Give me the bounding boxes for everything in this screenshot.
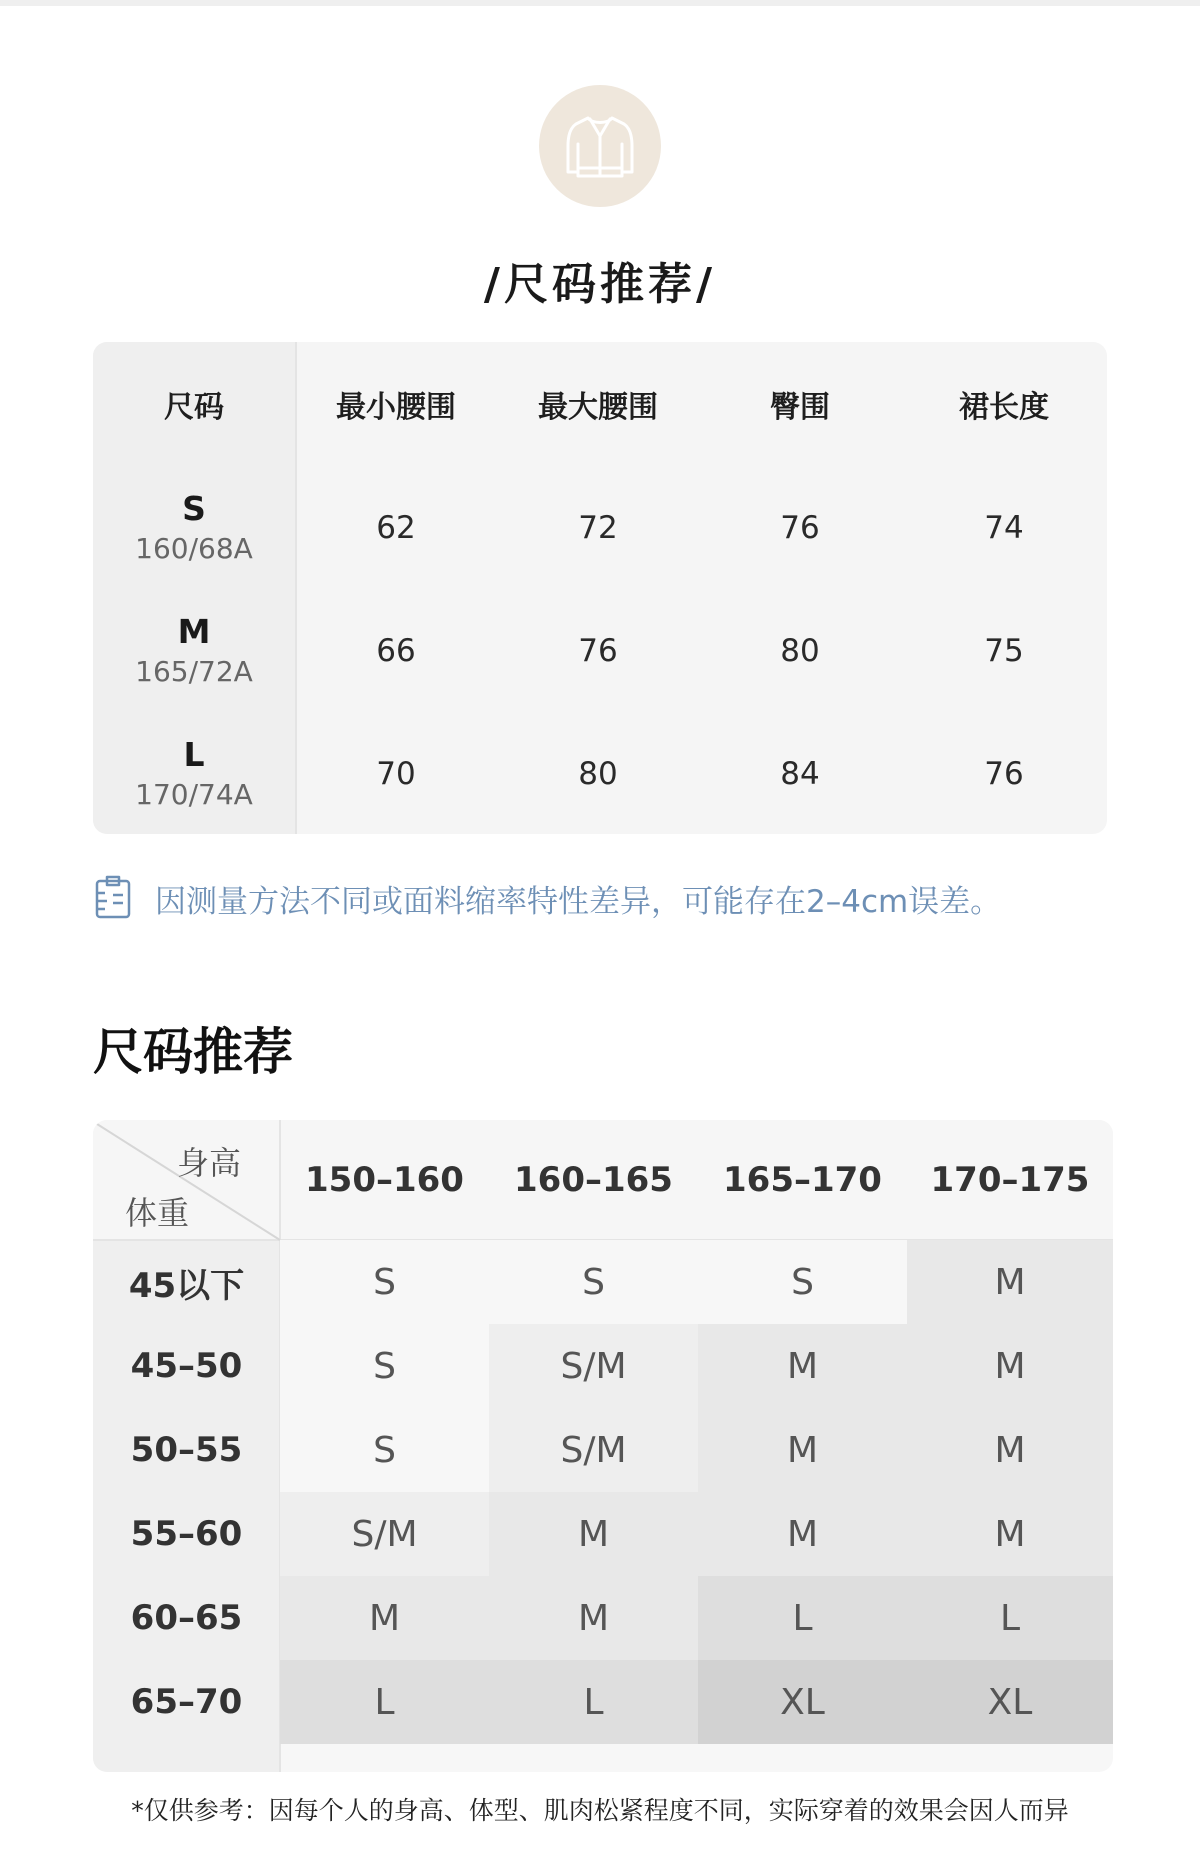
recommended-size-cell: L	[792, 1597, 813, 1639]
recommended-size-cell: M	[786, 1429, 819, 1471]
size-chart-value: 76	[780, 509, 820, 546]
size-chart-value: 80	[780, 632, 820, 669]
size-code: S	[182, 488, 206, 528]
footnote-disclaimer: *仅供参考：因每个人的身高、体型、肌肉松紧程度不同，实际穿着的效果会因人而异	[131, 1796, 1069, 1825]
size-chart-value: 72	[578, 509, 618, 546]
recommended-size-cell: M	[994, 1261, 1026, 1303]
size-spec: 160/68A	[135, 531, 253, 565]
size-chart-value: 76	[984, 755, 1024, 792]
recommended-size-cell: L	[583, 1681, 604, 1723]
recommended-size-cell: M	[786, 1345, 819, 1387]
recommended-size-cell: S	[373, 1261, 396, 1303]
size-chart-size-cell	[93, 466, 295, 589]
weight-row-header: 60–65	[130, 1598, 243, 1638]
recommended-size-cell: L	[999, 1597, 1021, 1639]
size-chart-size-cell	[93, 712, 295, 834]
recommended-size-cell: M	[994, 1513, 1026, 1555]
recommended-size-cell: M	[994, 1345, 1026, 1387]
size-chart-header-4: 裙长度	[959, 390, 1049, 425]
height-column-header: 150–160	[305, 1160, 464, 1200]
section-title-recommend: 尺码推荐	[93, 1023, 293, 1081]
recommended-size-cell: S	[373, 1429, 396, 1471]
size-chart-value: 75	[984, 632, 1024, 669]
recommended-size-cell: M	[994, 1429, 1026, 1471]
recommended-size-cell: S/M	[560, 1429, 627, 1471]
size-chart-table	[93, 342, 1107, 834]
height-column-header: 160–165	[514, 1160, 673, 1200]
size-chart-value: 70	[376, 755, 416, 792]
recommended-size-cell: M	[577, 1513, 610, 1555]
size-spec: 170/74A	[135, 777, 253, 811]
size-chart-value: 62	[376, 509, 416, 546]
top-divider	[0, 0, 1200, 6]
size-code: M	[177, 611, 211, 651]
weight-row-header: 50–55	[130, 1430, 243, 1470]
height-column-header: 165–170	[723, 1160, 882, 1200]
recommended-size-cell: M	[368, 1597, 401, 1639]
recommended-size-cell: S/M	[560, 1345, 627, 1387]
size-chart-value: 74	[984, 509, 1024, 546]
size-chart-header-0: 尺码	[164, 390, 224, 425]
weight-row-header: 65–70	[130, 1682, 243, 1722]
corner-label-height: 身高	[177, 1144, 242, 1182]
size-chart-value: 76	[578, 632, 618, 669]
corner-label-weight: 体重	[125, 1194, 190, 1232]
recommended-size-cell: L	[374, 1681, 395, 1723]
size-chart-value: 84	[780, 755, 820, 792]
size-chart-header-3: 臀围	[770, 390, 830, 425]
cardigan-icon	[539, 85, 661, 207]
recommended-size-cell: M	[786, 1513, 819, 1555]
size-recommend-table	[93, 1120, 1113, 1772]
height-column-header: 170–175	[930, 1160, 1090, 1200]
recommended-size-cell: S	[791, 1261, 814, 1303]
measurement-note	[93, 872, 1001, 924]
weight-row-header: 45以下	[128, 1265, 245, 1306]
size-code: L	[183, 734, 205, 774]
recommended-size-cell: S	[373, 1345, 396, 1387]
weight-row-header: 55–60	[130, 1514, 243, 1554]
size-chart-header-2: 最大腰围	[538, 390, 658, 425]
ruler-clipboard-icon	[93, 875, 133, 921]
section-title-size-chart: /尺码推荐/	[483, 259, 717, 310]
recommended-size-cell: S/M	[351, 1513, 418, 1555]
size-chart-header-1: 最小腰围	[336, 390, 456, 425]
weight-row-header: 45–50	[130, 1346, 243, 1386]
size-spec: 165/72A	[135, 654, 253, 688]
size-chart-value: 80	[578, 755, 618, 792]
size-chart-value: 66	[376, 632, 416, 669]
recommended-size-cell: XL	[987, 1681, 1033, 1723]
recommended-size-cell: S	[582, 1261, 605, 1303]
measurement-note-text: 因测量方法不同或面料缩率特性差异，可能存在2–4cm误差。	[155, 883, 1002, 920]
size-chart-size-cell	[93, 589, 295, 712]
recommended-size-cell: XL	[780, 1681, 825, 1723]
recommended-size-cell: M	[577, 1597, 610, 1639]
cardigan-icon-shape	[560, 106, 640, 186]
